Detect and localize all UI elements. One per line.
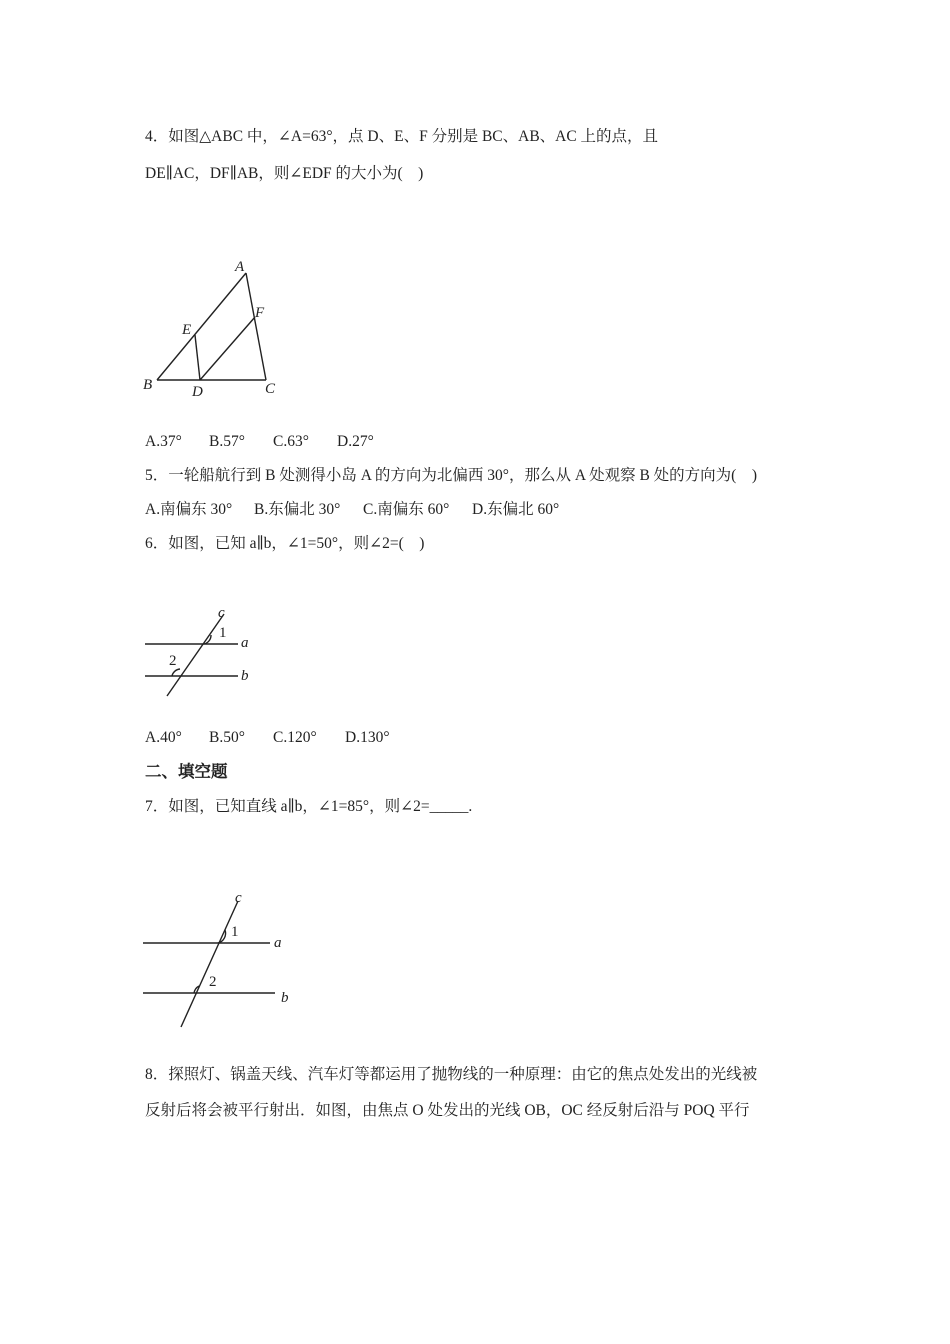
q7-label-a: a (274, 935, 282, 951)
q6-option-b: B.50° (209, 729, 245, 746)
q4-label-B: B (143, 377, 153, 393)
q6-option-a: A.40° (145, 729, 182, 746)
q4-label-A: A (235, 259, 245, 275)
q4-label-F: F (255, 305, 265, 321)
q5-options (145, 500, 559, 520)
q6-parallel-lines-figure (140, 600, 270, 700)
q4-options (145, 432, 374, 452)
section-heading-fill-blank: 二、填空题 (145, 762, 228, 781)
q4-triangle-figure (135, 255, 295, 405)
q4-option-b: B.57° (209, 433, 245, 450)
q5-option-a: A.南偏东 30° (145, 501, 233, 518)
q6-option-c: C.120° (273, 729, 317, 746)
q4-text-line1: 4．如图△ABC 中，∠A=63°，点 D、E、F 分别是 BC、AB、AC 上的点，且 (145, 128, 659, 145)
q4-option-c: C.63° (273, 433, 309, 450)
q5-option-c: C.南偏东 60° (363, 501, 450, 518)
q7-angle-2: 2 (209, 974, 217, 990)
q6-angle-2: 2 (169, 653, 177, 669)
q4-option-d: D.27° (337, 433, 374, 450)
q4-text-line2: DE∥AC，DF∥AB，则∠EDF 的大小为( ) (145, 165, 424, 182)
q6-label-a: a (241, 635, 249, 651)
q7-label-b: b (281, 990, 289, 1006)
q6-label-c: c (218, 605, 225, 621)
q6-text-line1: 6．如图，已知 a∥b，∠1=50°，则∠2=( ) (145, 535, 425, 552)
q6-option-d: D.130° (345, 729, 390, 746)
q4-option-a: A.37° (145, 433, 182, 450)
q6-label-b: b (241, 668, 249, 684)
q7-angle-1: 1 (231, 924, 239, 940)
q8-text-line2: 反射后将会被平行射出．如图，由焦点 O 处发出的光线 OB，OC 经反射后沿与 POQ 平行 (145, 1102, 750, 1119)
q4-label-D: D (192, 384, 203, 400)
q6-angle-1: 1 (219, 625, 227, 641)
q5-text-line1: 5．一轮船航行到 B 处测得小岛 A 的方向为北偏西 30°，那么从 A 处观察 B 处的方向为( ) (145, 467, 758, 484)
q8-text-line1: 8．探照灯、锅盖天线、汽车灯等都运用了抛物线的一种原理：由它的焦点处发出的光线被 (145, 1066, 758, 1083)
q7-parallel-lines-figure (135, 885, 305, 1030)
q5-option-d: D.东偏北 60° (472, 501, 560, 518)
q7-label-c: c (235, 890, 242, 906)
q6-options (145, 728, 390, 748)
q5-option-b: B.东偏北 30° (254, 501, 341, 518)
q7-text-line1: 7．如图，已知直线 a∥b，∠1=85°，则∠2=_____. (145, 798, 473, 815)
q4-label-E: E (182, 322, 192, 338)
q4-label-C: C (265, 381, 276, 397)
